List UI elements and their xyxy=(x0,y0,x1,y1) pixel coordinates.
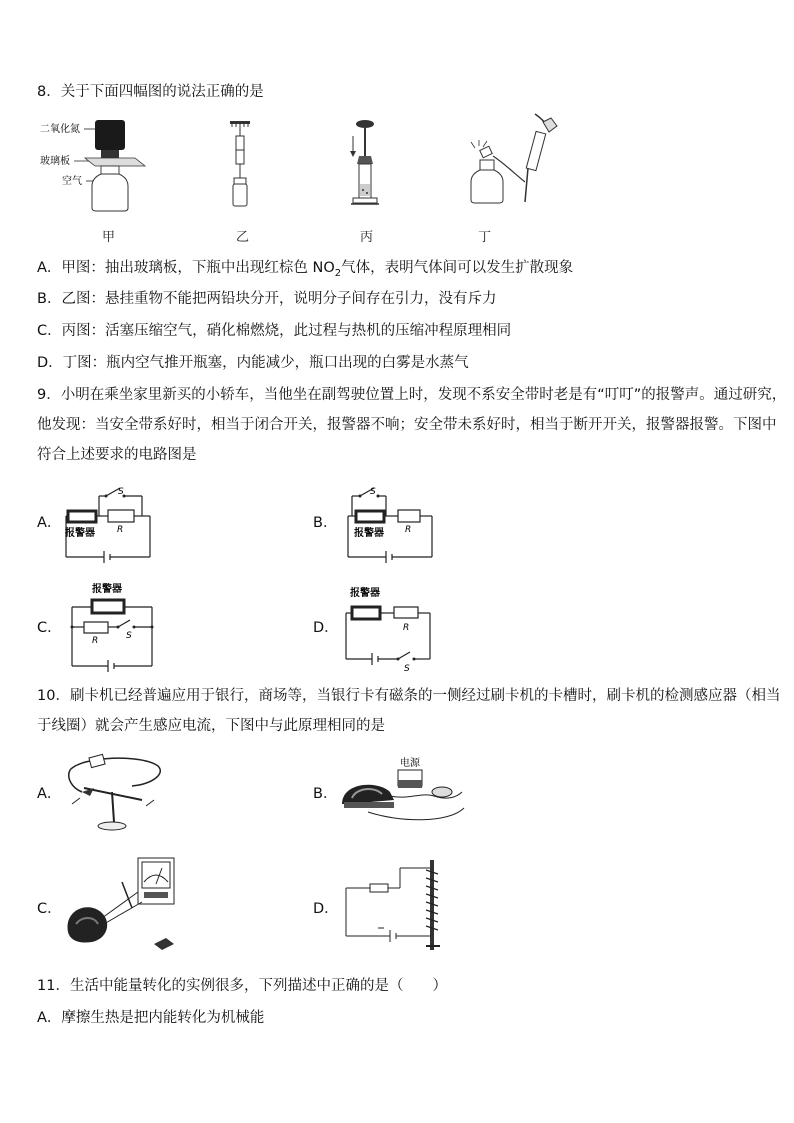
q8-option-a xyxy=(37,258,573,284)
circuit-d xyxy=(342,583,442,673)
figure-yi xyxy=(226,118,256,213)
q8-option-a-text-pre: A．甲图：抽出玻璃板，下瓶中出现红棕色 NO xyxy=(37,260,335,276)
circuit-a-s-label: S xyxy=(118,487,124,497)
circuit-b-s-label: S xyxy=(370,487,376,497)
q8-option-a-subscript: 2 xyxy=(334,267,342,279)
q8-option-a-text-post: 气体，表明气体间可以发生扩散现象 xyxy=(341,260,574,276)
q10-figure-b xyxy=(338,752,468,830)
q10-option-b-letter: B． xyxy=(313,786,338,802)
caption-jia: 甲 xyxy=(102,230,116,245)
circuit-d-alarm-label: 报警器 xyxy=(350,588,380,599)
q10-option-c-letter: C． xyxy=(37,901,62,917)
q10-option-a-letter: A． xyxy=(37,786,62,802)
q10-figure-a xyxy=(62,748,170,836)
q10-option-d-letter: D． xyxy=(313,901,339,917)
q11-stem: 11．生活中能量转化的实例很多，下列描述中正确的是（ ） xyxy=(37,978,447,994)
circuit-b-alarm-label: 报警器 xyxy=(354,528,384,539)
q10-figure-c xyxy=(62,852,184,952)
caption-ding: 丁 xyxy=(478,230,492,245)
circuit-a-alarm-label: 报警器 xyxy=(65,528,95,539)
figure-ding xyxy=(465,112,565,212)
circuit-a xyxy=(62,483,162,563)
circuit-a-r-label: R xyxy=(117,525,124,535)
q8-stem: 8．关于下面四幅图的说法正确的是 xyxy=(37,84,264,100)
q9-stem-line-3: 符合上述要求的电路图是 xyxy=(37,447,197,463)
circuit-d-s-label: S xyxy=(404,664,410,674)
q10-stem-line-1: 10．刷卡机已经普遍应用于银行，商场等，当银行卡有磁条的一侧经过刷卡机的卡槽时，刷卡机的检测感应器（相当 xyxy=(37,688,781,704)
circuit-b-r-label: R xyxy=(405,525,412,535)
circuit-c-s-label: S xyxy=(126,631,132,641)
q9-stem-line-2: 他发现：当安全带系好时，相当于闭合开关，报警器不响；安全带未系好时，相当于断开开关，报警器报警。下图中 xyxy=(37,417,777,433)
circuit-b xyxy=(344,483,444,563)
q10-figure-d xyxy=(338,856,448,954)
q8-option-d: D．丁图：瓶内空气推开瓶塞，内能减少，瓶口出现的白雾是水蒸气 xyxy=(37,355,469,371)
q11-option-a: A．摩擦生热是把内能转化为机械能 xyxy=(37,1010,265,1026)
q9-option-d-letter: D． xyxy=(313,620,339,636)
circuit-c-alarm-label: 报警器 xyxy=(92,584,122,595)
caption-yi: 乙 xyxy=(236,230,250,245)
circuit-c xyxy=(62,580,162,672)
figure-bing xyxy=(345,118,385,213)
figure-jia xyxy=(40,112,150,217)
q8-option-c: C．丙图：活塞压缩空气，硝化棉燃烧，此过程与热机的压缩冲程原理相同 xyxy=(37,323,512,339)
q9-option-a-letter: A． xyxy=(37,515,62,531)
q10-stem-line-2: 于线圈）就会产生感应电流，下图中与此原理相同的是 xyxy=(37,718,385,734)
label-nitrogen-dioxide: 二氧化氮 xyxy=(40,124,80,135)
label-air: 空气 xyxy=(62,176,82,187)
q9-option-c-letter: C． xyxy=(37,620,62,636)
q10-figure-b-power-label: 电源 xyxy=(400,758,420,769)
label-glass-plate: 玻璃板 xyxy=(40,156,70,167)
q8-option-b: B．乙图：悬挂重物不能把两铅块分开，说明分子间存在引力，没有斥力 xyxy=(37,291,497,307)
circuit-d-r-label: R xyxy=(403,623,410,633)
caption-bing: 丙 xyxy=(360,230,374,245)
q9-stem-line-1: 9．小明在乘坐家里新买的小轿车，当他坐在副驾驶位置上时，发现不系安全带时老是有“叮叮”的报警声。通过研究， xyxy=(37,387,787,403)
circuit-c-r-label: R xyxy=(92,636,99,646)
q9-option-b-letter: B． xyxy=(313,515,338,531)
